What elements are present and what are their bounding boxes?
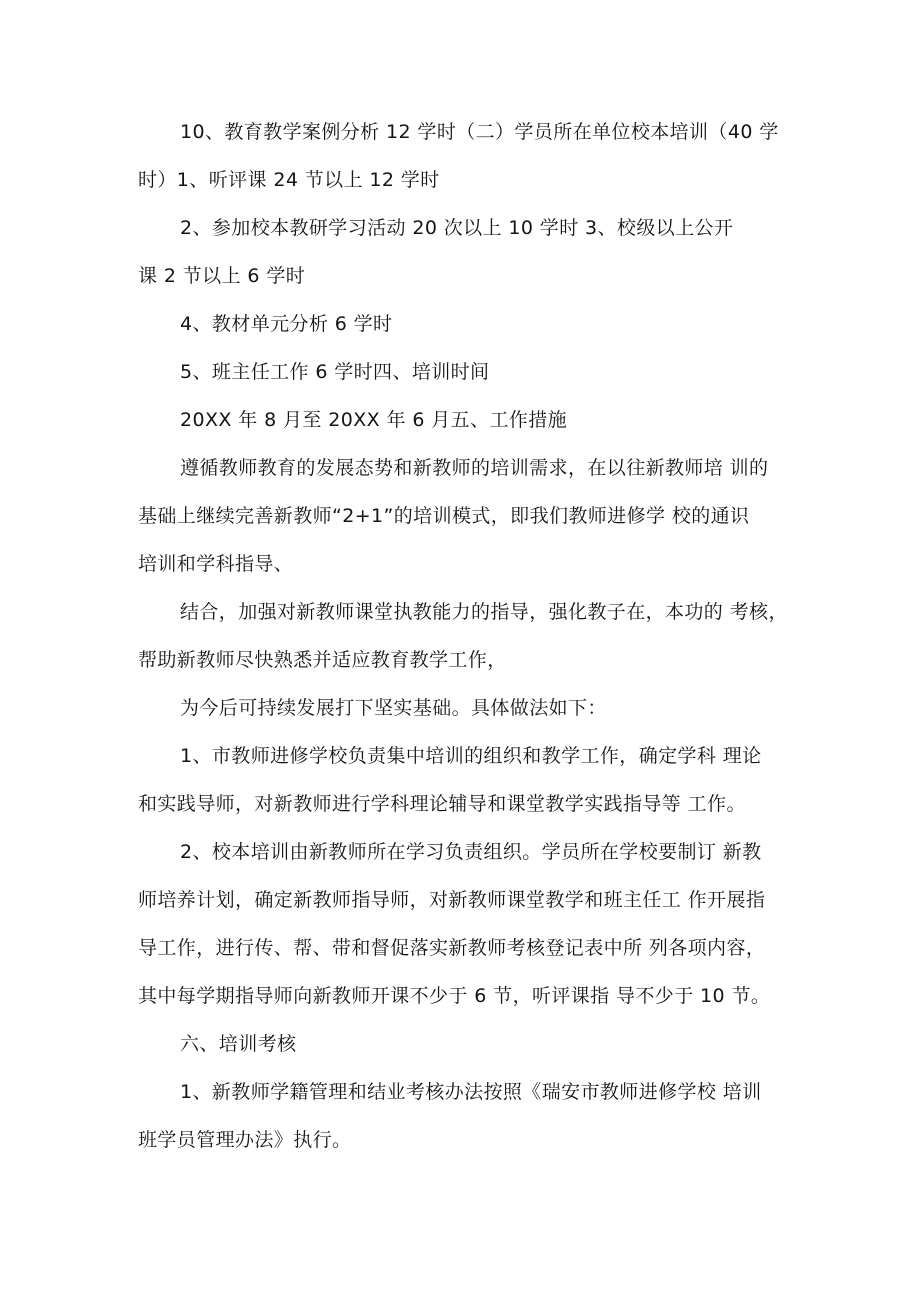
- text-line: 2、参加校本教研学习活动 20 次以上 10 学时 3、校级以上公开: [180, 217, 734, 239]
- paragraph-unit-analysis: [138, 300, 790, 348]
- paragraph-teaching-ability: [138, 588, 790, 684]
- text-line: 基础上继续完善新教师“2+1”的培训模式，即我们教师进修学 校的通识: [138, 505, 750, 527]
- paragraph-foundation: [138, 684, 790, 732]
- paragraph-class-teacher: [138, 348, 790, 396]
- paragraph-measure-1: [138, 732, 790, 828]
- text-line: 结合，加强对新教师课堂执教能力的指导，强化教子在，本功的 考核，: [180, 601, 788, 623]
- text-line: 导工作，进行传、帮、带和督促落实新教师考核登记表中所 列各项内容，: [138, 937, 766, 959]
- text-line: 2、校本培训由新教师所在学习负责组织。学员所在学校要制订 新教: [180, 841, 762, 863]
- text-line: 4、教材单元分析 6 学时: [180, 313, 393, 335]
- text-line: 帮助新教师尽快熟悉并适应教育教学工作，: [138, 649, 507, 671]
- text-line: 六、培训考核: [180, 1033, 297, 1055]
- text-line: 班学员管理办法》执行。: [138, 1129, 352, 1151]
- paragraph-measure-2: [138, 828, 790, 1020]
- section-heading-assessment: [138, 1020, 790, 1068]
- text-line: 和实践导师，对新教师进行学科理论辅导和课堂教学实践指导等 工作。: [138, 793, 746, 815]
- text-line: 师培养计划，确定新教师指导师，对新教师课堂教学和班主任工 作开展指: [138, 889, 766, 911]
- text-line: 10、教育教学案例分析 12 学时（二）学员所在单位校本培训（40 学: [180, 121, 779, 143]
- text-line: 时）1、听评课 24 节以上 12 学时: [138, 169, 440, 191]
- text-line: 遵循教师教育的发展态势和新教师的培训需求，在以往新教师培 训的: [180, 457, 769, 479]
- text-line: 1、市教师进修学校负责集中培训的组织和教学工作，确定学科 理论: [180, 745, 762, 767]
- text-line: 1、新教师学籍管理和结业考核办法按照《瑞安市教师进修学校 培训: [180, 1081, 762, 1103]
- text-line: 课 2 节以上 6 学时: [138, 265, 306, 287]
- text-line: 为今后可持续发展打下坚实基础。具体做法如下：: [180, 697, 607, 719]
- text-line: 其中每学期指导师向新教师开课不少于 6 节，听评课指 导不少于 10 节。: [138, 985, 771, 1007]
- paragraph-case-analysis: [138, 108, 790, 204]
- text-line: 5、班主任工作 6 学时四、培训时间: [180, 361, 490, 383]
- text-line: 20XX 年 8 月至 20XX 年 6 月五、工作措施: [180, 409, 568, 431]
- paragraph-assessment-1: [138, 1068, 790, 1164]
- text-line: 培训和学科指导、: [138, 553, 294, 575]
- paragraph-school-research: [138, 204, 790, 300]
- paragraph-training-time: [138, 396, 790, 444]
- paragraph-training-model: [138, 444, 790, 588]
